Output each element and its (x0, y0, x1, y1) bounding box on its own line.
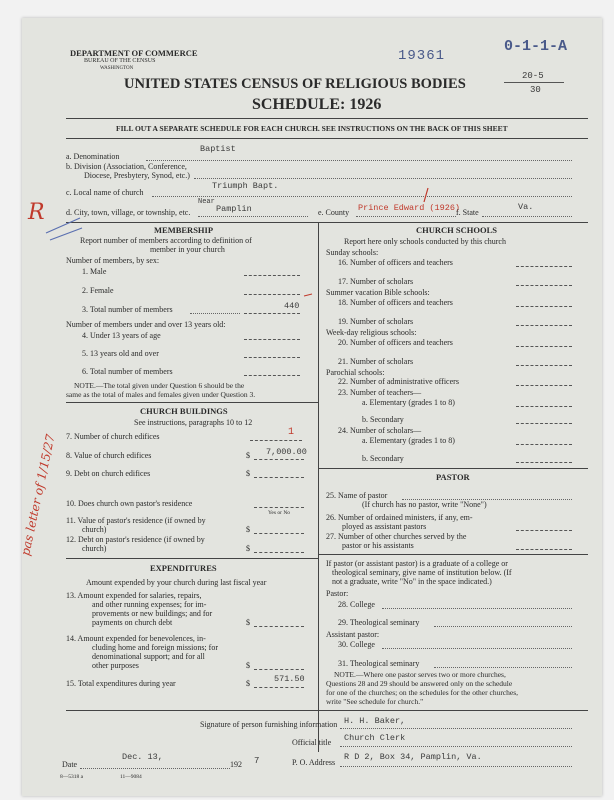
q12-label-2: church) (82, 544, 107, 553)
q14-line-3: denominational support; and for all (92, 652, 205, 661)
q24a-label: a. Elementary (grades 1 to 8) (362, 436, 455, 445)
denomination-value: Baptist (200, 144, 236, 154)
state-label: f. State (456, 208, 479, 217)
q12-label: 12. Debt on pastor's residence (if owned by (66, 535, 205, 544)
assistant-label: Assistant pastor: (326, 630, 380, 639)
division-label-2: Diocese, Presbytery, Synod, etc.) (84, 171, 190, 180)
q14-line-4: other purposes (92, 661, 139, 670)
church-name-value: Triumph Bapt. (212, 181, 279, 191)
q21-label: 21. Number of scholars (338, 357, 414, 366)
q22-label: 22. Number of administrative officers (338, 377, 459, 386)
dept-name: DEPARTMENT OF COMMERCE (70, 48, 198, 58)
schools-heading: CHURCH SCHOOLS (416, 225, 497, 235)
membership-intro-1: Report number of members according to definition of (80, 236, 252, 245)
state-value: Va. (518, 202, 534, 212)
by-sex-label: Number of members, by sex: (66, 256, 160, 265)
q6-label: 6. Total number of members (82, 367, 173, 376)
q23-label: 23. Number of teachers— (338, 388, 422, 397)
membership-intro-2: member in your church (150, 245, 225, 254)
pastor-note-4: write "See schedule for church." (326, 697, 424, 706)
year-prefix: 192 (230, 760, 242, 769)
fraction-bottom: 30 (530, 85, 541, 95)
q3-label: 3. Total number of members (82, 305, 173, 314)
q15-dollar: $ (246, 679, 250, 688)
q8-label: 8. Value of church edifices (66, 451, 152, 460)
q26-label-2: ployed as assistant pastors (342, 522, 427, 531)
q15-label: 15. Total expenditures during year (66, 679, 176, 688)
signature-value: H. H. Baker, (344, 716, 406, 726)
po-label: P. O. Address (292, 758, 336, 767)
title-label: Official title (292, 738, 332, 747)
q8-value: 7,000.00 (266, 447, 307, 457)
buildings-intro: See instructions, paragraphs 10 to 12 (134, 418, 253, 427)
q14-dollar: $ (246, 661, 250, 670)
margin-handwritten-note: pas letter of 1/15/27 (18, 432, 58, 558)
po-value: R D 2, Box 34, Pamplin, Va. (344, 752, 482, 762)
q25-hint: (If church has no pastor, write "None") (362, 500, 487, 509)
county-value: Prince Edward (1926) (358, 203, 461, 213)
q18-label: 18. Number of officers and teachers (338, 298, 453, 307)
denomination-label: a. Denomination (66, 152, 120, 161)
schools-intro: Report here only schools conducted by this church (344, 237, 506, 246)
q10-label: 10. Does church own pastor's residence (66, 499, 193, 508)
q7-value: 1 (288, 427, 295, 438)
bureau-city: WASHINGTON (100, 66, 134, 71)
pastor-note-3: for one of the churches; on the schedules for the other churches, (326, 688, 519, 697)
title-value: Church Clerk (344, 733, 406, 743)
q13-line-1: 13. Amount expended for salaries, repairs, (66, 591, 202, 600)
q31-label: 31. Theological seminary (338, 659, 420, 668)
q8-dollar: $ (246, 451, 250, 460)
yes-no-hint: Yes or No (268, 510, 291, 516)
q1-label: 1. Male (82, 267, 107, 276)
q29-label: 29. Theological seminary (338, 618, 420, 627)
q15-value: 571.50 (274, 674, 305, 684)
membership-note-2: same as the total of males and females given under Question 3. (66, 390, 256, 399)
date-label: Date (62, 760, 78, 769)
q5-label: 5. 13 years old and over (82, 349, 159, 358)
pastor-note-1: NOTE.—Where one pastor serves two or more churches, (334, 670, 506, 679)
expenditures-heading: EXPENDITURES (150, 563, 217, 573)
print-number: 11—9084 (120, 774, 142, 780)
q9-label: 9. Debt on church edifices (66, 469, 151, 478)
q24b-label: b. Secondary (362, 454, 404, 463)
fraction-top: 20-5 (522, 71, 544, 81)
q12-dollar: $ (246, 544, 250, 553)
q2-label: 2. Female (82, 286, 114, 295)
census-schedule-page (18, 18, 602, 796)
q13-dollar: $ (246, 618, 250, 627)
q14-line-2: cluding home and foreign missions; for (92, 643, 218, 652)
q3-value: 440 (284, 301, 300, 311)
county-label: e. County (318, 208, 350, 217)
q13-line-3: provements or new buildings; and for (92, 609, 213, 618)
form-subtitle: SCHEDULE: 1926 (252, 96, 382, 113)
graduate-note-2: theological seminary, give name of institution below. (If (332, 568, 512, 577)
near-note: Near (198, 198, 215, 206)
q30-label: 30. College (338, 640, 375, 649)
q23a-label: a. Elementary (grades 1 to 8) (362, 398, 455, 407)
form-title: UNITED STATES CENSUS OF RELIGIOUS BODIES (124, 76, 466, 92)
q28-label: 28. College (338, 600, 375, 609)
pastor-label: Pastor: (326, 589, 349, 598)
pastor-heading: PASTOR (436, 472, 470, 482)
q17-label: 17. Number of scholars (338, 277, 414, 286)
parochial-label: Parochial schools: (326, 368, 385, 377)
membership-note-1: NOTE.—The total given under Question 6 should be the (74, 381, 245, 390)
q25-label: 25. Name of pastor (326, 491, 388, 500)
city-value: Pamplin (216, 204, 252, 214)
year-suffix: 7 (254, 756, 260, 766)
q11-dollar: $ (246, 525, 250, 534)
q9-dollar: $ (246, 469, 250, 478)
classification-code: 0-1-1-A (504, 38, 568, 55)
church-name-label: c. Local name of church (66, 188, 144, 197)
q11-label-2: church) (82, 525, 107, 534)
red-r-mark: R (28, 200, 45, 225)
q7-label: 7. Number of church edifices (66, 432, 160, 441)
q23b-label: b. Secondary (362, 415, 404, 424)
form-instruction: FILL OUT A SEPARATE SCHEDULE FOR EACH CHURCH. SEE INSTRUCTIONS ON THE BACK OF THIS SHEET (116, 124, 508, 133)
graduate-note-3: not a graduate, write "No" in the space indicated.) (332, 577, 492, 586)
q11-label: 11. Value of pastor's residence (if owned by (66, 516, 206, 525)
weekday-label: Week-day religious schools: (326, 328, 417, 337)
q19-label: 19. Number of scholars (338, 317, 414, 326)
q24-label: 24. Number of scholars— (338, 426, 422, 435)
sunday-label: Sunday schools: (326, 248, 379, 257)
bureau-name: BUREAU OF THE CENSUS (84, 58, 156, 64)
q27-label-2: pastor or his assistants (342, 541, 414, 550)
q26-label: 26. Number of ordained ministers, if any, em- (326, 513, 473, 522)
division-label: b. Division (Association, Conference, (66, 162, 187, 171)
summer-label: Summer vacation Bible schools: (326, 288, 430, 297)
expenditures-intro: Amount expended by your church during last fiscal year (86, 578, 267, 587)
membership-heading: MEMBERSHIP (154, 225, 214, 235)
form-number: 8—5318 a (60, 774, 84, 780)
city-label: d. City, town, village, or township, etc. (66, 208, 191, 217)
signature-label: Signature of person furnishing information (200, 720, 338, 729)
age-intro-label: Number of members under and over 13 years old: (66, 320, 226, 329)
q16-label: 16. Number of officers and teachers (338, 258, 453, 267)
pencil-marks (22, 18, 602, 796)
q14-line-1: 14. Amount expended for benevolences, in- (66, 634, 206, 643)
q4-label: 4. Under 13 years of age (82, 331, 161, 340)
q13-line-2: and other running expenses; for im- (92, 600, 207, 609)
stamp-number: 19361 (398, 48, 446, 64)
q13-line-4: payments on church debt (92, 618, 173, 627)
date-value: Dec. 13, (122, 752, 163, 762)
q20-label: 20. Number of officers and teachers (338, 338, 453, 347)
pastor-note-2: Questions 28 and 29 should be answered only on the schedule (326, 679, 513, 688)
buildings-heading: CHURCH BUILDINGS (140, 406, 228, 416)
q27-label: 27. Number of other churches served by the (326, 532, 467, 541)
graduate-note-1: If pastor (or assistant pastor) is a graduate of a college or (326, 559, 508, 568)
